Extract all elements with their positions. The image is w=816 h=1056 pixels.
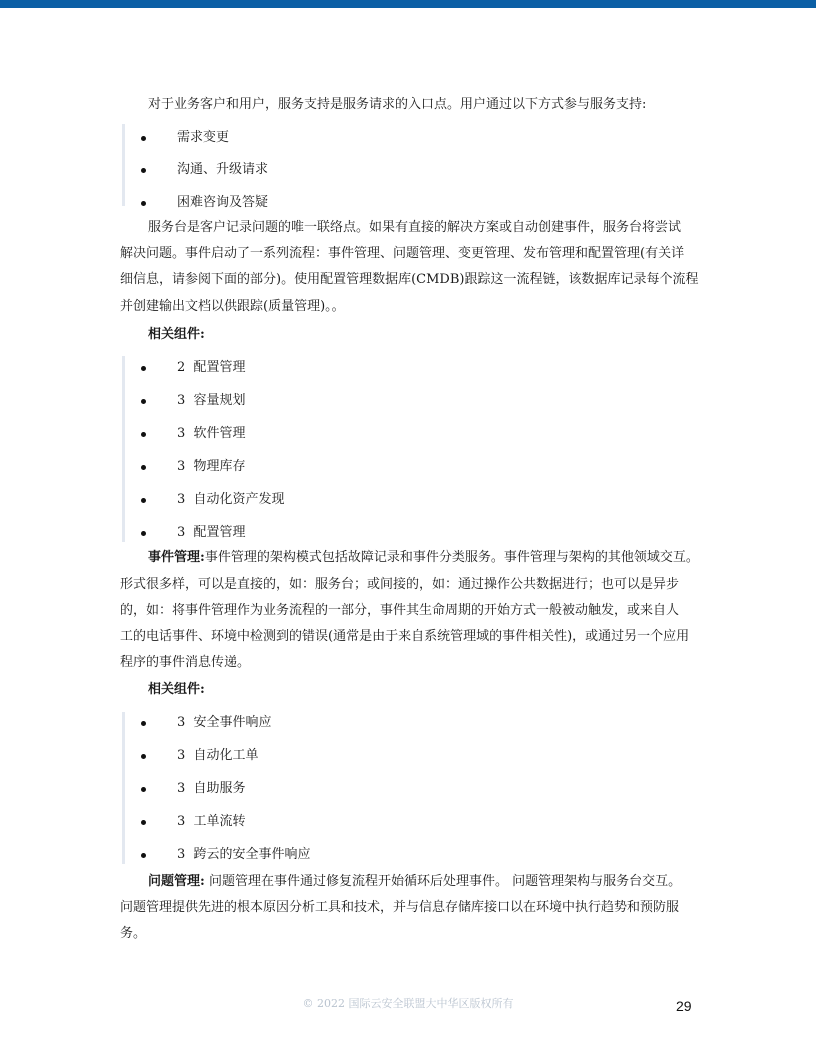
bullet-icon [141,168,146,173]
service-desk-line: 服务台是客户记录问题的唯一联络点。如果有直接的解决方案或自动创建事件，服务台将尝试 [148,220,682,235]
components-list-1 [122,356,545,542]
list-item: 3 软件管理 [177,425,246,443]
bullet-icon [141,721,146,726]
page-number: 29 [676,998,692,1014]
list-item: 3 物理库存 [177,458,246,476]
bullet-icon [141,399,146,404]
incident-line: 的，如：将事件管理作为业务流程的一部分，事件其生命周期的开始方式一般被动触发，或来自人 [120,603,680,618]
incident-management-first-line: 事件管理:事件管理的架构模式包括故障记录和事件分类服务。事件管理与架构的其他领域交互。 [148,550,699,565]
bullet-icon [141,432,146,437]
incident-line: 形式很多样，可以是直接的，如：服务台；或间接的，如：通过操作公共数据进行；也可以是异步 [120,577,680,592]
intro-paragraph: 对于业务客户和用户，服务支持是服务请求的入口点。用户通过以下方式参与服务支持: [148,97,647,112]
list-item: 需求变更 [177,129,229,147]
incident-line: 程序的事件消息传递。 [120,655,251,670]
bullet-icon [141,498,146,503]
service-desk-line: 并创建输出文档以供跟踪(质量管理)。。 [120,299,345,314]
list-item: 3 自动化工单 [177,747,259,765]
bullet-icon [141,201,146,206]
bullet-icon [141,531,146,536]
header-accent-bar [0,0,816,8]
bullet-icon [141,465,146,470]
bullet-icon [141,136,146,141]
list-item: 3 自助服务 [177,780,246,798]
list-item: 3 工单流转 [177,813,246,831]
list-item: 沟通、升级请求 [177,161,268,179]
list-item: 3 自动化资产发现 [177,491,285,509]
bullet-icon [141,853,146,858]
related-components-heading: 相关组件: [148,682,205,697]
bullet-icon [141,820,146,825]
intro-bullet-list [122,124,545,210]
bullet-icon [141,366,146,371]
service-desk-line: 解决问题。事件启动了一系列流程：事件管理、问题管理、变更管理、发布管理和配置管理(有关详 [120,246,685,261]
related-components-heading: 相关组件: [148,327,205,342]
list-item: 3 安全事件响应 [177,714,272,732]
problem-line: 务。 [120,926,147,941]
bullet-icon [141,754,146,759]
problem-line: 问题管理提供先进的根本原因分析工具和技术，并与信息存储库接口以在环境中执行趋势和预防服 [120,900,680,915]
components-list-2 [122,712,545,864]
list-item: 3 跨云的安全事件响应 [177,846,311,864]
list-item: 3 配置管理 [177,524,246,542]
service-desk-line: 细信息，请参阅下面的部分)。使用配置管理数据库(CMDB)跟踪这一流程链，该数据库记录每个流程 [120,272,699,287]
footer-copyright: © 2022 国际云安全联盟大中华区版权所有 [302,997,514,1010]
problem-management-heading: 问题管理: [148,874,205,889]
bullet-icon [141,787,146,792]
problem-management-first-line: 问题管理: 问题管理在事件通过修复流程开始循环后处理事件。 问题管理架构与服务台交互。 [148,874,682,889]
list-item: 2 配置管理 [177,359,246,377]
incident-management-heading: 事件管理: [148,550,205,565]
list-item: 困难咨询及答疑 [177,194,268,212]
incident-line: 工的电话事件、环境中检测到的错误(通常是由于来自系统管理域的事件相关性)，或通过另一个应用 [120,629,690,644]
list-item: 3 容量规划 [177,392,246,410]
